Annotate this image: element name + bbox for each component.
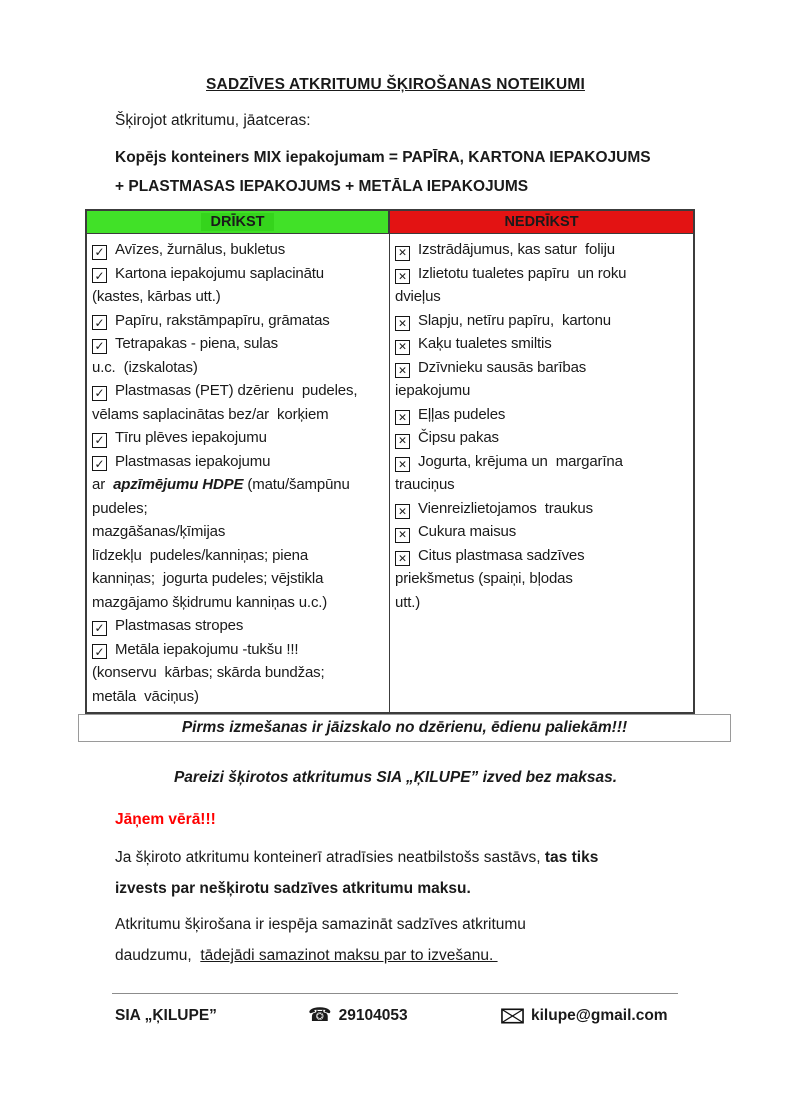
list-item: ✓ Tīru plēves iepakojumu — [92, 426, 387, 450]
page-title: SADZĪVES ATKRITUMU ŠĶIROŠANAS NOTEIKUMI — [206, 76, 585, 93]
list-item: ar apzīmējumu HDPE (matu/šampūnu — [92, 476, 350, 493]
intro-text: Šķirojot atkritumu, jāatceras: — [115, 112, 311, 129]
sorting-rules-table — [85, 209, 695, 714]
mix-container-note — [115, 144, 696, 201]
list-item: priekšmetus (spaiņi, bļodas — [395, 570, 573, 587]
crossed-box-icon: ✕ — [395, 246, 410, 261]
list-item: pudeles; — [92, 499, 148, 517]
paragraph-reduce-costs — [115, 909, 696, 971]
phone-number: 29104053 — [338, 1006, 408, 1024]
list-item: Ja šķiroto atkritumu konteinerī atradīsies neatbilstošs sastāvs, tas tiks — [115, 849, 599, 866]
list-item: ✕ Čipsu pakas — [395, 426, 691, 450]
list-item: ✓ Plastmasas stropes — [92, 614, 387, 638]
rinse-note: Pirms izmešanas ir jāizskalo no dzērienu, ēdienu paliekām!!! — [78, 714, 731, 742]
list-item: mazgājamo šķidrumu kanniņas u.c.) — [92, 593, 328, 611]
crossed-box-icon: ✕ — [395, 434, 410, 449]
table-body-row — [87, 234, 693, 712]
crossed-box-icon: ✕ — [395, 316, 410, 331]
checked-box-icon: ✓ — [92, 339, 107, 354]
list-item: ✕ Dzīvnieku sausās barības — [395, 356, 691, 380]
checked-box-icon: ✓ — [92, 456, 107, 471]
list-item: daudzumu, tādejādi samazinot maksu par to izvešanu. — [115, 947, 498, 964]
list-item: ✕ Jogurta, krējuma un margarīna — [395, 450, 691, 474]
list-item: utt.) — [395, 593, 421, 611]
list-item: ✕ Cukura maisus — [395, 520, 691, 544]
mix-note-line-1: Kopējs konteiners MIX iepakojumam = PAPĪRA, KARTONA IEPAKOJUMS — [115, 149, 651, 166]
table-header-row — [87, 211, 693, 234]
list-item: ✓ Kartona iepakojumu saplacinātu — [92, 262, 387, 286]
list-item: iepakojumu — [395, 382, 471, 399]
email-address: kilupe@gmail.com — [531, 1006, 668, 1024]
forbidden-items-list — [390, 234, 693, 712]
footer — [115, 1006, 791, 1025]
allowed-header-label: DRĪKST — [201, 213, 275, 231]
email-block — [501, 1007, 668, 1025]
crossed-box-icon: ✕ — [395, 340, 410, 355]
checked-box-icon: ✓ — [92, 644, 107, 659]
forbidden-header-label: NEDRĪKST — [504, 214, 579, 230]
list-item: dvieļus — [395, 288, 441, 305]
footer-divider — [112, 993, 678, 994]
list-item: ✕ Citus plastmasa sadzīves — [395, 544, 691, 568]
list-item: ✓ Avīzes, žurnālus, bukletus — [92, 238, 387, 262]
allowed-items-list — [87, 234, 390, 712]
forbidden-header-cell — [390, 211, 693, 233]
checked-box-icon: ✓ — [92, 268, 107, 283]
paragraph-unsorted-fee — [115, 842, 696, 904]
list-item: ✓ Plastmasas iepakojumu — [92, 450, 387, 474]
list-item: mazgāšanas/ķīmijas — [92, 523, 226, 540]
checked-box-icon: ✓ — [92, 621, 107, 636]
crossed-box-icon: ✕ — [395, 410, 410, 425]
email-icon — [501, 1008, 524, 1024]
list-item: ✕ Izstrādājumus, kas satur foliju — [395, 238, 691, 262]
list-item: ✓ Tetrapakas - piena, sulas — [92, 332, 387, 356]
list-item: trauciņus — [395, 476, 455, 493]
checked-box-icon: ✓ — [92, 245, 107, 260]
checked-box-icon: ✓ — [92, 433, 107, 448]
allowed-header-cell — [87, 211, 390, 233]
list-item: līdzekļu pudeles/kanniņas; piena — [92, 546, 309, 564]
mix-note-line-2: + PLASTMASAS IEPAKOJUMS + METĀLA IEPAKOJUMS — [115, 177, 529, 195]
list-item: kanniņas; jogurta pudeles; vējstikla — [92, 570, 324, 587]
free-removal-note: Pareizi šķirotos atkritumus SIA „ĶILUPE” izved bez maksas. — [173, 769, 618, 786]
list-item: izvests par nešķirotu sadzīves atkritumu maksu. — [115, 880, 471, 897]
list-item: vēlams saplacinātas bez/ar korķiem — [92, 405, 329, 423]
list-item: metāla vāciņus) — [92, 687, 199, 705]
list-item: ✓ Plastmasas (PET) dzērienu pudeles, — [92, 379, 387, 403]
warning-title: Jāņem vērā!!! — [115, 811, 216, 828]
checked-box-icon: ✓ — [92, 315, 107, 330]
list-item: Atkritumu šķirošana ir iespēja samazināt sadzīves atkritumu — [115, 916, 526, 933]
list-item: ✕ Eļļas pudeles — [395, 403, 691, 427]
crossed-box-icon: ✕ — [395, 528, 410, 543]
crossed-box-icon: ✕ — [395, 551, 410, 566]
phone-icon: ☎ — [308, 1005, 332, 1026]
list-item: ✕ Vienreizlietojamos traukus — [395, 497, 691, 521]
list-item: ✕ Izlietotu tualetes papīru un roku — [395, 262, 691, 286]
list-item: ✕ Slapju, netīru papīru, kartonu — [395, 309, 691, 333]
company-name: SIA „ĶILUPE” — [115, 1006, 217, 1024]
list-item: (konservu kārbas; skārda bundžas; — [92, 664, 325, 681]
list-item: (kastes, kārbas utt.) — [92, 288, 221, 305]
crossed-box-icon: ✕ — [395, 269, 410, 284]
list-item: ✕ Kaķu tualetes smiltis — [395, 332, 691, 356]
list-item: ✓ Metāla iepakojumu -tukšu !!! — [92, 638, 387, 662]
crossed-box-icon: ✕ — [395, 457, 410, 472]
list-item: u.c. (izskalotas) — [92, 358, 198, 376]
phone-block — [308, 1006, 501, 1025]
crossed-box-icon: ✕ — [395, 363, 410, 378]
checked-box-icon: ✓ — [92, 386, 107, 401]
crossed-box-icon: ✕ — [395, 504, 410, 519]
list-item: ✓ Papīru, rakstāmpapīru, grāmatas — [92, 309, 387, 333]
